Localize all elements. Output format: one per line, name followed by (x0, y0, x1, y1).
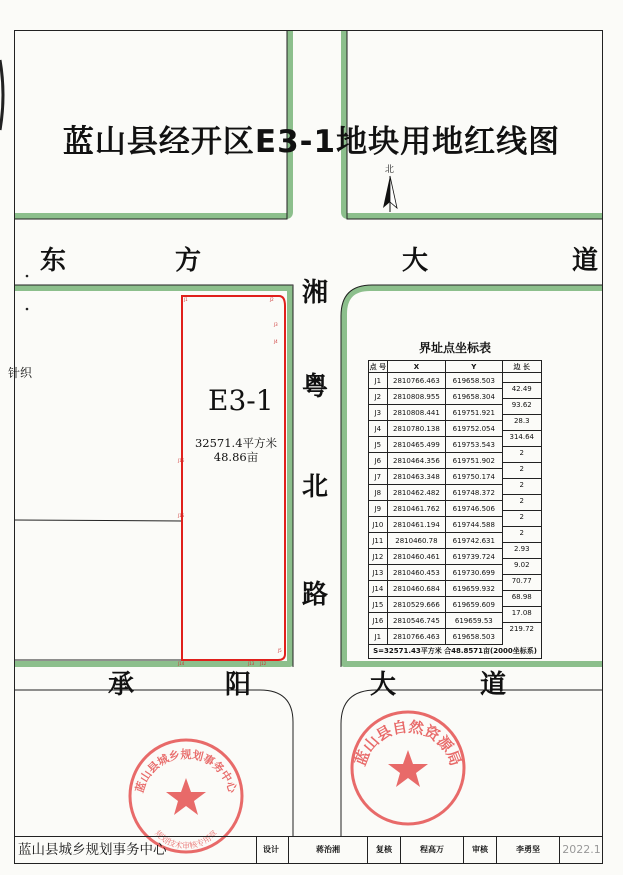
edge-length: 42.49 (503, 382, 542, 396)
boundary-point-label: J16 (178, 458, 185, 463)
table-cell-x: 2810546.745 (387, 613, 445, 629)
road-name-char: 阳 (225, 670, 252, 700)
table-cell-x: 2810780.138 (387, 421, 445, 437)
road-name-char: 承 (108, 670, 135, 700)
edge-length: 2.93 (503, 542, 542, 556)
table-cell-pt: J4 (369, 421, 388, 437)
table-cell-x: 2810529.666 (387, 597, 445, 613)
edge-length: 2 (503, 478, 542, 492)
boundary-point-label: J15 (178, 513, 185, 518)
road-name-char: 大 (370, 670, 397, 700)
table-cell-pt: J15 (369, 597, 388, 613)
coordinate-table (368, 339, 542, 659)
star-icon (388, 750, 428, 787)
natural-resources-stamp (346, 706, 470, 830)
boundary-point-label: J3 (274, 322, 278, 327)
boundary-point-label: J14 (178, 661, 185, 666)
edge-length: 219.72 (503, 622, 542, 636)
road-name-char: 北 (302, 472, 329, 502)
parcel-area (188, 436, 284, 464)
boundary-point-label: J1 (184, 297, 188, 302)
table-cell-y: 619658.304 (446, 389, 502, 405)
road-name-char: 东 (40, 246, 67, 276)
table-cell-x: 2810808.441 (387, 405, 445, 421)
edge-length: 2 (503, 462, 542, 476)
footer-design-label: 设计 (254, 836, 289, 864)
table-cell-pt: J3 (369, 405, 388, 421)
edge-length: 93.62 (503, 398, 542, 412)
table-cell-y: 619751.902 (446, 453, 502, 469)
table-cell-x: 2810460.453 (387, 565, 445, 581)
table-cell-x: 2810462.482 (387, 485, 445, 501)
coordinate-table-grid (368, 360, 542, 645)
footer-designer: 蒋治湘 (289, 836, 368, 864)
table-cell-pt: J7 (369, 469, 388, 485)
header-y: Y (446, 361, 502, 373)
edge-length: 2 (503, 494, 542, 508)
parcel-name: E3-1 (208, 384, 274, 417)
road-name-char: 道 (572, 246, 599, 276)
table-cell-x: 2810463.348 (387, 469, 445, 485)
table-cell-y: 619658.503 (446, 629, 502, 645)
map-title: 蓝山县经开区E3-1地块用地红线图 (62, 124, 561, 160)
table-cell-x: 2810461.194 (387, 517, 445, 533)
table-cell-pt: J8 (369, 485, 388, 501)
footer-approve-label: 审核 (464, 836, 497, 864)
table-cell-pt: J1 (369, 629, 388, 645)
edge-length: 2 (503, 526, 542, 540)
header-point: 点 号 (369, 362, 387, 371)
header-x: X (387, 361, 445, 373)
footer-date: 2022.1 (562, 843, 601, 856)
table-cell-pt: J16 (369, 613, 388, 629)
table-cell-pt: J11 (369, 533, 388, 549)
table-cell-y: 619746.506 (446, 501, 502, 517)
table-cell-y: 619659.53 (446, 613, 502, 629)
table-cell-x: 2810460.461 (387, 549, 445, 565)
table-cell-x: 2810461.762 (387, 501, 445, 517)
boundary-point-label: J5 (278, 648, 282, 653)
neighbor-label: 针织 (8, 366, 33, 380)
boundary-point-label: J12 (260, 661, 267, 666)
table-cell-pt: J13 (369, 565, 388, 581)
road-name-char: 方 (175, 246, 202, 276)
edge-length: 2 (503, 446, 542, 460)
footer-review-label: 复核 (368, 836, 401, 864)
table-cell-pt: J14 (369, 581, 388, 597)
footer-approver: 李勇坚 (497, 836, 560, 864)
footer-org: 蓝山县城乡规划事务中心 (14, 836, 257, 864)
edge-length: 314.64 (503, 430, 542, 444)
table-cell-y: 619750.174 (446, 469, 502, 485)
table-cell-pt: J10 (369, 517, 388, 533)
edge-length: 70.77 (503, 574, 542, 588)
table-cell-pt: J5 (369, 437, 388, 453)
boundary-point-label: J4 (274, 339, 278, 344)
road-name-char: 湘 (302, 278, 329, 308)
header-edge: 边 长 (502, 361, 542, 373)
edge-length: 2 (503, 510, 542, 524)
table-cell-y: 619748.372 (446, 485, 502, 501)
table-cell-y: 619730.699 (446, 565, 502, 581)
coordinate-table-header (369, 361, 542, 373)
coordinate-table-row (369, 373, 542, 389)
road-name-char: 大 (402, 246, 429, 276)
table-cell-y: 619753.543 (446, 437, 502, 453)
stamp-left-inner-text: 规划技术审核专用章 (153, 828, 219, 851)
coordinate-table-summary: S=32571.43平方米 合48.8571亩(2000坐标系) (368, 645, 542, 659)
coordinate-table-title: 界址点坐标表 (418, 341, 491, 355)
parcel-area-m2: 32571.4平方米 (194, 436, 278, 450)
boundary-point-label: J13 (248, 661, 255, 666)
table-cell-pt: J6 (369, 453, 388, 469)
star-icon (166, 778, 206, 815)
stamp-right-outer-text: 蓝山县自然资源局 (351, 717, 465, 769)
title-block (14, 836, 603, 864)
edge-length: 17.08 (503, 606, 542, 620)
road-name-char: 路 (302, 580, 329, 610)
table-cell-x: 2810808.955 (387, 389, 445, 405)
table-cell-x: 2810460.78 (387, 533, 445, 549)
table-cell-y: 619659.609 (446, 597, 502, 613)
road-name-char: 道 (480, 670, 507, 700)
edge-length: 28.3 (503, 414, 542, 428)
parcel-area-mu: 48.86亩 (213, 450, 259, 464)
table-cell-x: 2810465.499 (387, 437, 445, 453)
table-cell-pt: J2 (369, 389, 388, 405)
edge-length: 68.98 (503, 590, 542, 604)
edge-length: 9.02 (503, 558, 542, 572)
boundary-point-label: J2 (270, 297, 274, 302)
table-cell-x: 2810766.463 (387, 373, 445, 389)
road-name-char: 粤 (302, 372, 329, 402)
north-label: 北 (385, 165, 395, 175)
table-cell-x: 2810464.356 (387, 453, 445, 469)
table-cell-y: 619752.054 (446, 421, 502, 437)
table-cell-pt: J1 (369, 373, 388, 389)
stamp-left-outer-text: 蓝山县城乡规划事务中心 (132, 748, 240, 795)
table-cell-y: 619659.932 (446, 581, 502, 597)
table-cell-pt: J12 (369, 549, 388, 565)
table-cell-y: 619751.921 (446, 405, 502, 421)
table-cell-edge (502, 373, 542, 393)
table-cell-y: 619744.588 (446, 517, 502, 533)
footer-reviewer: 程高万 (401, 836, 464, 864)
table-cell-y: 619739.724 (446, 549, 502, 565)
table-cell-x: 2810460.684 (387, 581, 445, 597)
table-cell-y: 619658.503 (446, 373, 502, 389)
table-cell-x: 2810766.463 (387, 629, 445, 645)
table-cell-y: 619742.631 (446, 533, 502, 549)
table-cell-pt: J9 (369, 501, 388, 517)
